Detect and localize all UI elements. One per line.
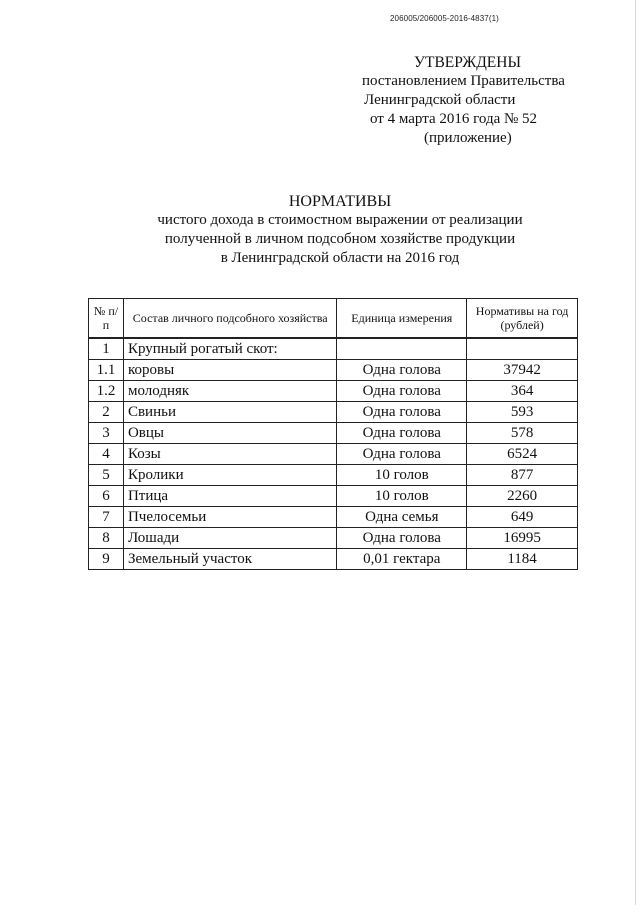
row-unit: Одна голова (337, 423, 467, 444)
header-name: Состав личного подсобного хозяйства (123, 299, 336, 339)
table-row (89, 465, 578, 486)
table-row (89, 486, 578, 507)
row-unit: Одна голова (337, 528, 467, 549)
row-num: 8 (89, 528, 124, 549)
row-norm: 649 (467, 507, 578, 528)
row-unit: Одна голова (337, 444, 467, 465)
row-num: 1.2 (89, 381, 124, 402)
row-name: Крупный рогатый скот: (123, 338, 336, 360)
row-unit: Одна голова (337, 381, 467, 402)
row-norm: 593 (467, 402, 578, 423)
row-name: Козы (123, 444, 336, 465)
row-unit: Одна голова (337, 360, 467, 381)
table-row (89, 338, 578, 360)
row-norm: 578 (467, 423, 578, 444)
row-name: Земельный участок (123, 549, 336, 570)
row-name: Свиньи (123, 402, 336, 423)
row-unit: 10 голов (337, 486, 467, 507)
approval-heading: УТВЕРЖДЕНЫ (414, 54, 521, 71)
row-unit: 0,01 гектара (337, 549, 467, 570)
header-unit: Единица измерения (337, 299, 467, 339)
row-name: Лошади (123, 528, 336, 549)
row-norm: 6524 (467, 444, 578, 465)
row-num: 1 (89, 338, 124, 360)
header-row (89, 299, 578, 339)
row-name: Пчелосемьи (123, 507, 336, 528)
row-name: Птица (123, 486, 336, 507)
title-subline-3: в Ленинградской области на 2016 год (220, 250, 460, 266)
row-unit (337, 338, 467, 360)
row-num: 5 (89, 465, 124, 486)
row-num: 7 (89, 507, 124, 528)
row-num: 4 (89, 444, 124, 465)
header-norm: Нормативы на год (рублей) (467, 299, 578, 339)
title-subline-2: полученной в личном подсобном хозяйстве продукции (164, 231, 516, 247)
norms-table-body (89, 338, 578, 570)
row-num: 1.1 (89, 360, 124, 381)
table-row (89, 528, 578, 549)
table-row (89, 360, 578, 381)
approval-region: Ленинградской области (364, 92, 516, 108)
document-title-block (0, 192, 640, 268)
row-num: 9 (89, 549, 124, 570)
row-norm (467, 338, 578, 360)
title-subline-1: чистого дохода в стоимостном выражении от реализации (157, 212, 523, 228)
row-num: 2 (89, 402, 124, 423)
row-unit: 10 голов (337, 465, 467, 486)
header-num: № п/п (89, 299, 124, 339)
document-id: 206005/206005-2016-4837(1) (390, 14, 499, 23)
row-norm: 364 (467, 381, 578, 402)
row-name: Кролики (123, 465, 336, 486)
row-norm: 1184 (467, 549, 578, 570)
norms-table-header (89, 299, 578, 339)
table-row (89, 423, 578, 444)
row-name: молодняк (123, 381, 336, 402)
approval-block (360, 53, 610, 148)
row-unit: Одна голова (337, 402, 467, 423)
row-num: 3 (89, 423, 124, 444)
row-norm: 37942 (467, 360, 578, 381)
page-edge-line (635, 0, 636, 905)
row-name: Овцы (123, 423, 336, 444)
approval-date: от 4 марта 2016 года № 52 (370, 111, 538, 127)
document-title: НОРМАТИВЫ (288, 193, 392, 210)
table-row (89, 402, 578, 423)
row-norm: 16995 (467, 528, 578, 549)
row-norm: 2260 (467, 486, 578, 507)
table-row (89, 444, 578, 465)
table-row (89, 381, 578, 402)
row-name: коровы (123, 360, 336, 381)
approval-decree: постановлением Правительства (362, 73, 565, 89)
norms-table (88, 298, 578, 570)
row-num: 6 (89, 486, 124, 507)
row-norm: 877 (467, 465, 578, 486)
table-row (89, 549, 578, 570)
table-row (89, 507, 578, 528)
approval-appendix: (приложение) (424, 130, 512, 146)
row-unit: Одна семья (337, 507, 467, 528)
